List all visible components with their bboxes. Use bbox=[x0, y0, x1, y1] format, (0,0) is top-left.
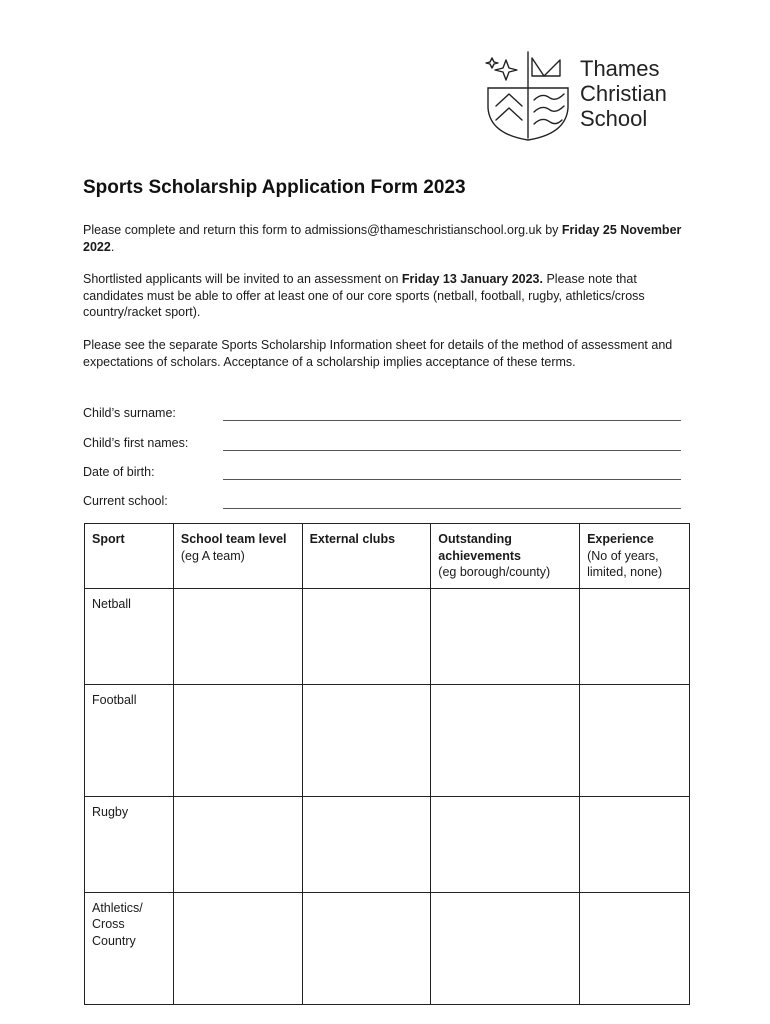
cell-athletics-experience[interactable] bbox=[580, 892, 690, 1004]
school-crest-icon bbox=[484, 50, 574, 142]
header-experience-label: Experience bbox=[587, 532, 654, 546]
intro-p1-text: Please complete and return this form to admissions@thameschristianschool.org.uk by bbox=[83, 223, 562, 237]
header-experience-sub: (No of years, limited, none) bbox=[587, 548, 663, 579]
table-row bbox=[85, 796, 690, 892]
cell-football-clubs[interactable] bbox=[302, 684, 431, 796]
current-school-input-line[interactable] bbox=[223, 508, 681, 509]
sports-table bbox=[84, 523, 690, 1005]
header-external-clubs bbox=[302, 524, 431, 589]
intro-p2-date: Friday 13 January 2023. bbox=[401, 272, 543, 286]
cell-rugby-achievements[interactable] bbox=[431, 796, 580, 892]
cell-football-achievements[interactable] bbox=[431, 684, 580, 796]
cell-athletics-clubs[interactable] bbox=[302, 892, 431, 1004]
school-name-line-2: Christian bbox=[580, 81, 667, 106]
first-names-input-line[interactable] bbox=[223, 450, 681, 451]
dob-label: Date of birth: bbox=[83, 465, 155, 479]
dob-field bbox=[83, 465, 681, 483]
intro-p1-deadline: Friday 25 November 2022 bbox=[83, 223, 682, 254]
sport-name-football: Football bbox=[85, 684, 174, 796]
intro-paragraph-deadline bbox=[83, 222, 683, 255]
header-school-team-level bbox=[173, 524, 302, 589]
first-names-field bbox=[83, 436, 681, 454]
header-sport-label: Sport bbox=[92, 532, 125, 546]
cell-netball-experience[interactable] bbox=[580, 588, 690, 684]
header-achievements-sub: (eg borough/county) bbox=[438, 565, 551, 579]
header-school-team-sub: (eg A team) bbox=[180, 548, 245, 563]
cell-netball-team-level[interactable] bbox=[173, 588, 302, 684]
cell-netball-clubs[interactable] bbox=[302, 588, 431, 684]
table-row bbox=[85, 892, 690, 1004]
dob-input-line[interactable] bbox=[223, 479, 681, 480]
school-name-line-3: School bbox=[580, 106, 648, 131]
page-title: Sports Scholarship Application Form 2023 bbox=[83, 177, 466, 198]
cell-athletics-team-level[interactable] bbox=[173, 892, 302, 1004]
cell-rugby-clubs[interactable] bbox=[302, 796, 431, 892]
header-sport bbox=[85, 524, 174, 589]
sport-name-netball: Netball bbox=[85, 588, 174, 684]
intro-p2-end: Please note that candidates must be able to offer at least one of our core sports (netball, football, rugby, athletics/cross country/racket sport). bbox=[83, 272, 645, 319]
header-achievements-label: Outstanding achievements bbox=[438, 532, 521, 563]
intro-p1-end: . bbox=[110, 239, 115, 254]
current-school-field bbox=[83, 494, 681, 512]
cell-football-experience[interactable] bbox=[580, 684, 690, 796]
sport-name-rugby: Rugby bbox=[85, 796, 174, 892]
cell-rugby-experience[interactable] bbox=[580, 796, 690, 892]
header-experience bbox=[580, 524, 690, 589]
cell-football-team-level[interactable] bbox=[173, 684, 302, 796]
first-names-label: Child’s first names: bbox=[83, 436, 189, 450]
table-row bbox=[85, 684, 690, 796]
cell-athletics-achievements[interactable] bbox=[431, 892, 580, 1004]
header-external-clubs-label: External clubs bbox=[309, 532, 396, 546]
school-logo bbox=[484, 50, 704, 142]
intro-p2-text: Shortlisted applicants will be invited to an assessment on bbox=[83, 272, 402, 286]
table-header-row bbox=[85, 524, 690, 589]
table-row bbox=[85, 588, 690, 684]
cell-rugby-team-level[interactable] bbox=[173, 796, 302, 892]
header-school-team-label: School team level bbox=[180, 532, 287, 546]
current-school-label: Current school: bbox=[83, 494, 168, 508]
school-name bbox=[580, 56, 667, 131]
intro-paragraph-assessment bbox=[83, 271, 683, 321]
school-name-line-1: Thames bbox=[580, 56, 660, 81]
surname-field bbox=[83, 406, 681, 424]
header-achievements bbox=[431, 524, 580, 589]
cell-netball-achievements[interactable] bbox=[431, 588, 580, 684]
intro-paragraph-terms: Please see the separate Sports Scholarship Information sheet for details of the method of assessment and expectations of scholars. Acceptance of a scholarship implies acceptance of these terms. bbox=[83, 338, 673, 369]
sport-name-athletics: Athletics/ Cross Country bbox=[85, 892, 174, 1004]
surname-label: Child’s surname: bbox=[83, 406, 176, 420]
surname-input-line[interactable] bbox=[223, 420, 681, 421]
